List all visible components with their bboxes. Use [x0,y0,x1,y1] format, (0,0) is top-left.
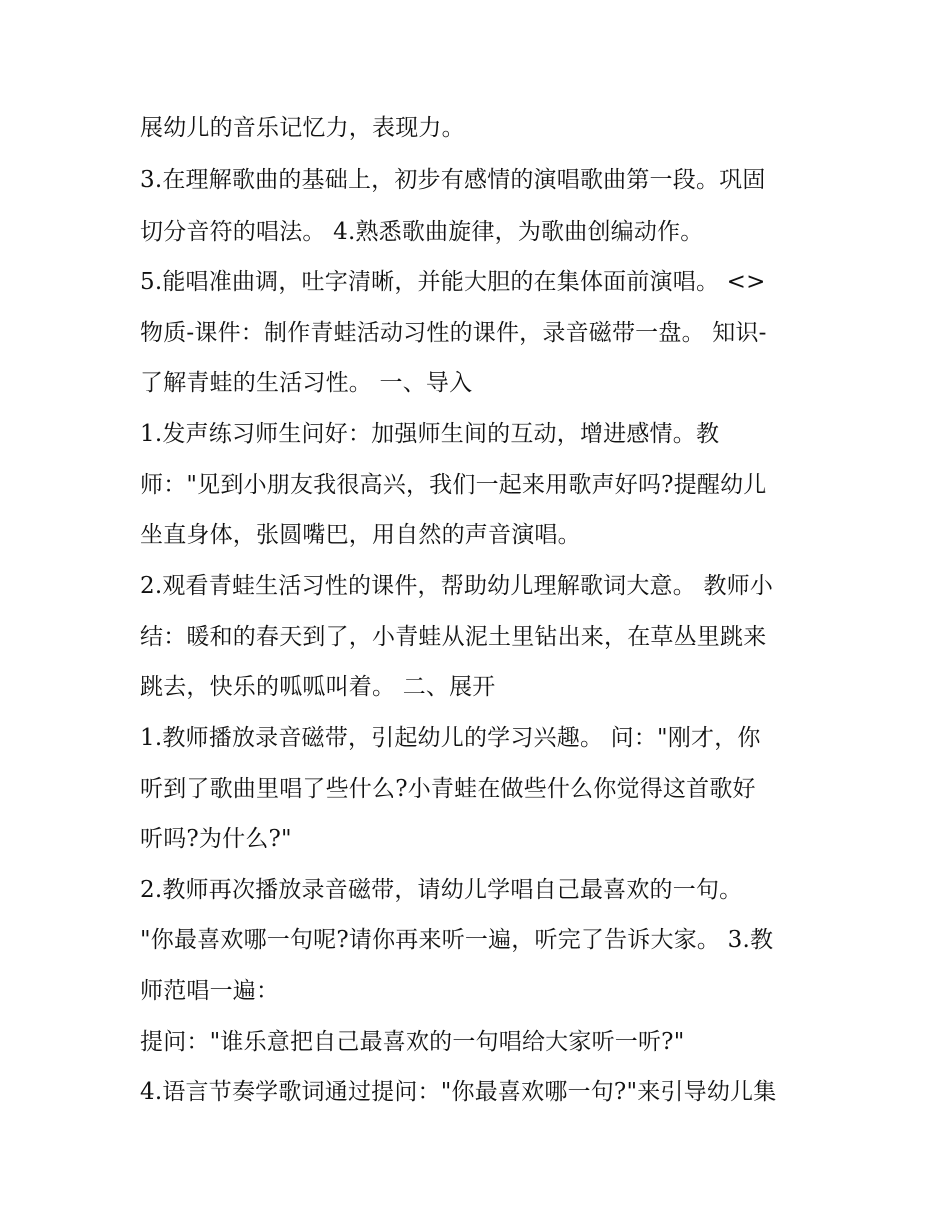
text-line: 坐直身体，张圆嘴巴，用自然的声音演唱。 [140,522,581,548]
text-line: 2.观看青蛙生活习性的课件，帮助幼儿理解歌词大意。 教师小 [140,573,774,599]
text-line: 师范唱一遍： [140,978,280,1004]
text-line: 物质-课件：制作青蛙活动习性的课件，录音磁带一盘。 知识- [140,320,767,346]
text-line: 结：暖和的春天到了，小青蛙从泥土里钻出来，在草丛里跳来 [140,624,767,650]
text-line: 师："见到小朋友我很高兴，我们一起来用歌声好吗?提醒幼儿 [140,472,767,498]
text-line: 了解青蛙的生活习性。 一、导入 [140,370,473,396]
text-line: 1.教师播放录音磁带，引起幼儿的学习兴趣。 问："刚才，你 [140,725,761,751]
text-line: 切分音符的唱法。 4.熟悉歌曲旋律，为歌曲创编动作。 [140,219,704,245]
text-line: 跳去，快乐的呱呱叫着。 二、展开 [140,674,496,700]
text-line: 2.教师再次播放录音磁带，请幼儿学唱自己最喜欢的一句。 [140,877,743,903]
text-line: "你最喜欢哪一句呢?请你再来听一遍，听完了告诉大家。 3.教 [140,927,774,953]
text-line: 展幼儿的音乐记忆力，表现力。 [140,115,465,141]
text-line: 3.在理解歌曲的基础上，初步有感情的演唱歌曲第一段。巩固 [140,167,766,193]
text-line: 5.能唱准曲调，吐字清晰，并能大胆的在集体面前演唱。 <> [140,269,766,295]
text-line: 4.语言节奏学歌词通过提问："你最喜欢哪一句?"来引导幼儿集 [140,1079,777,1105]
text-line: 提问："谁乐意把自己最喜欢的一句唱给大家听一听?" [140,1029,685,1055]
text-line: 听到了歌曲里唱了些什么?小青蛙在做些什么你觉得这首歌好 [140,776,756,802]
text-line: 听吗?为什么?" [140,826,292,852]
text-line: 1.发声练习师生问好：加强师生间的互动，增进感情。教 [140,421,720,447]
